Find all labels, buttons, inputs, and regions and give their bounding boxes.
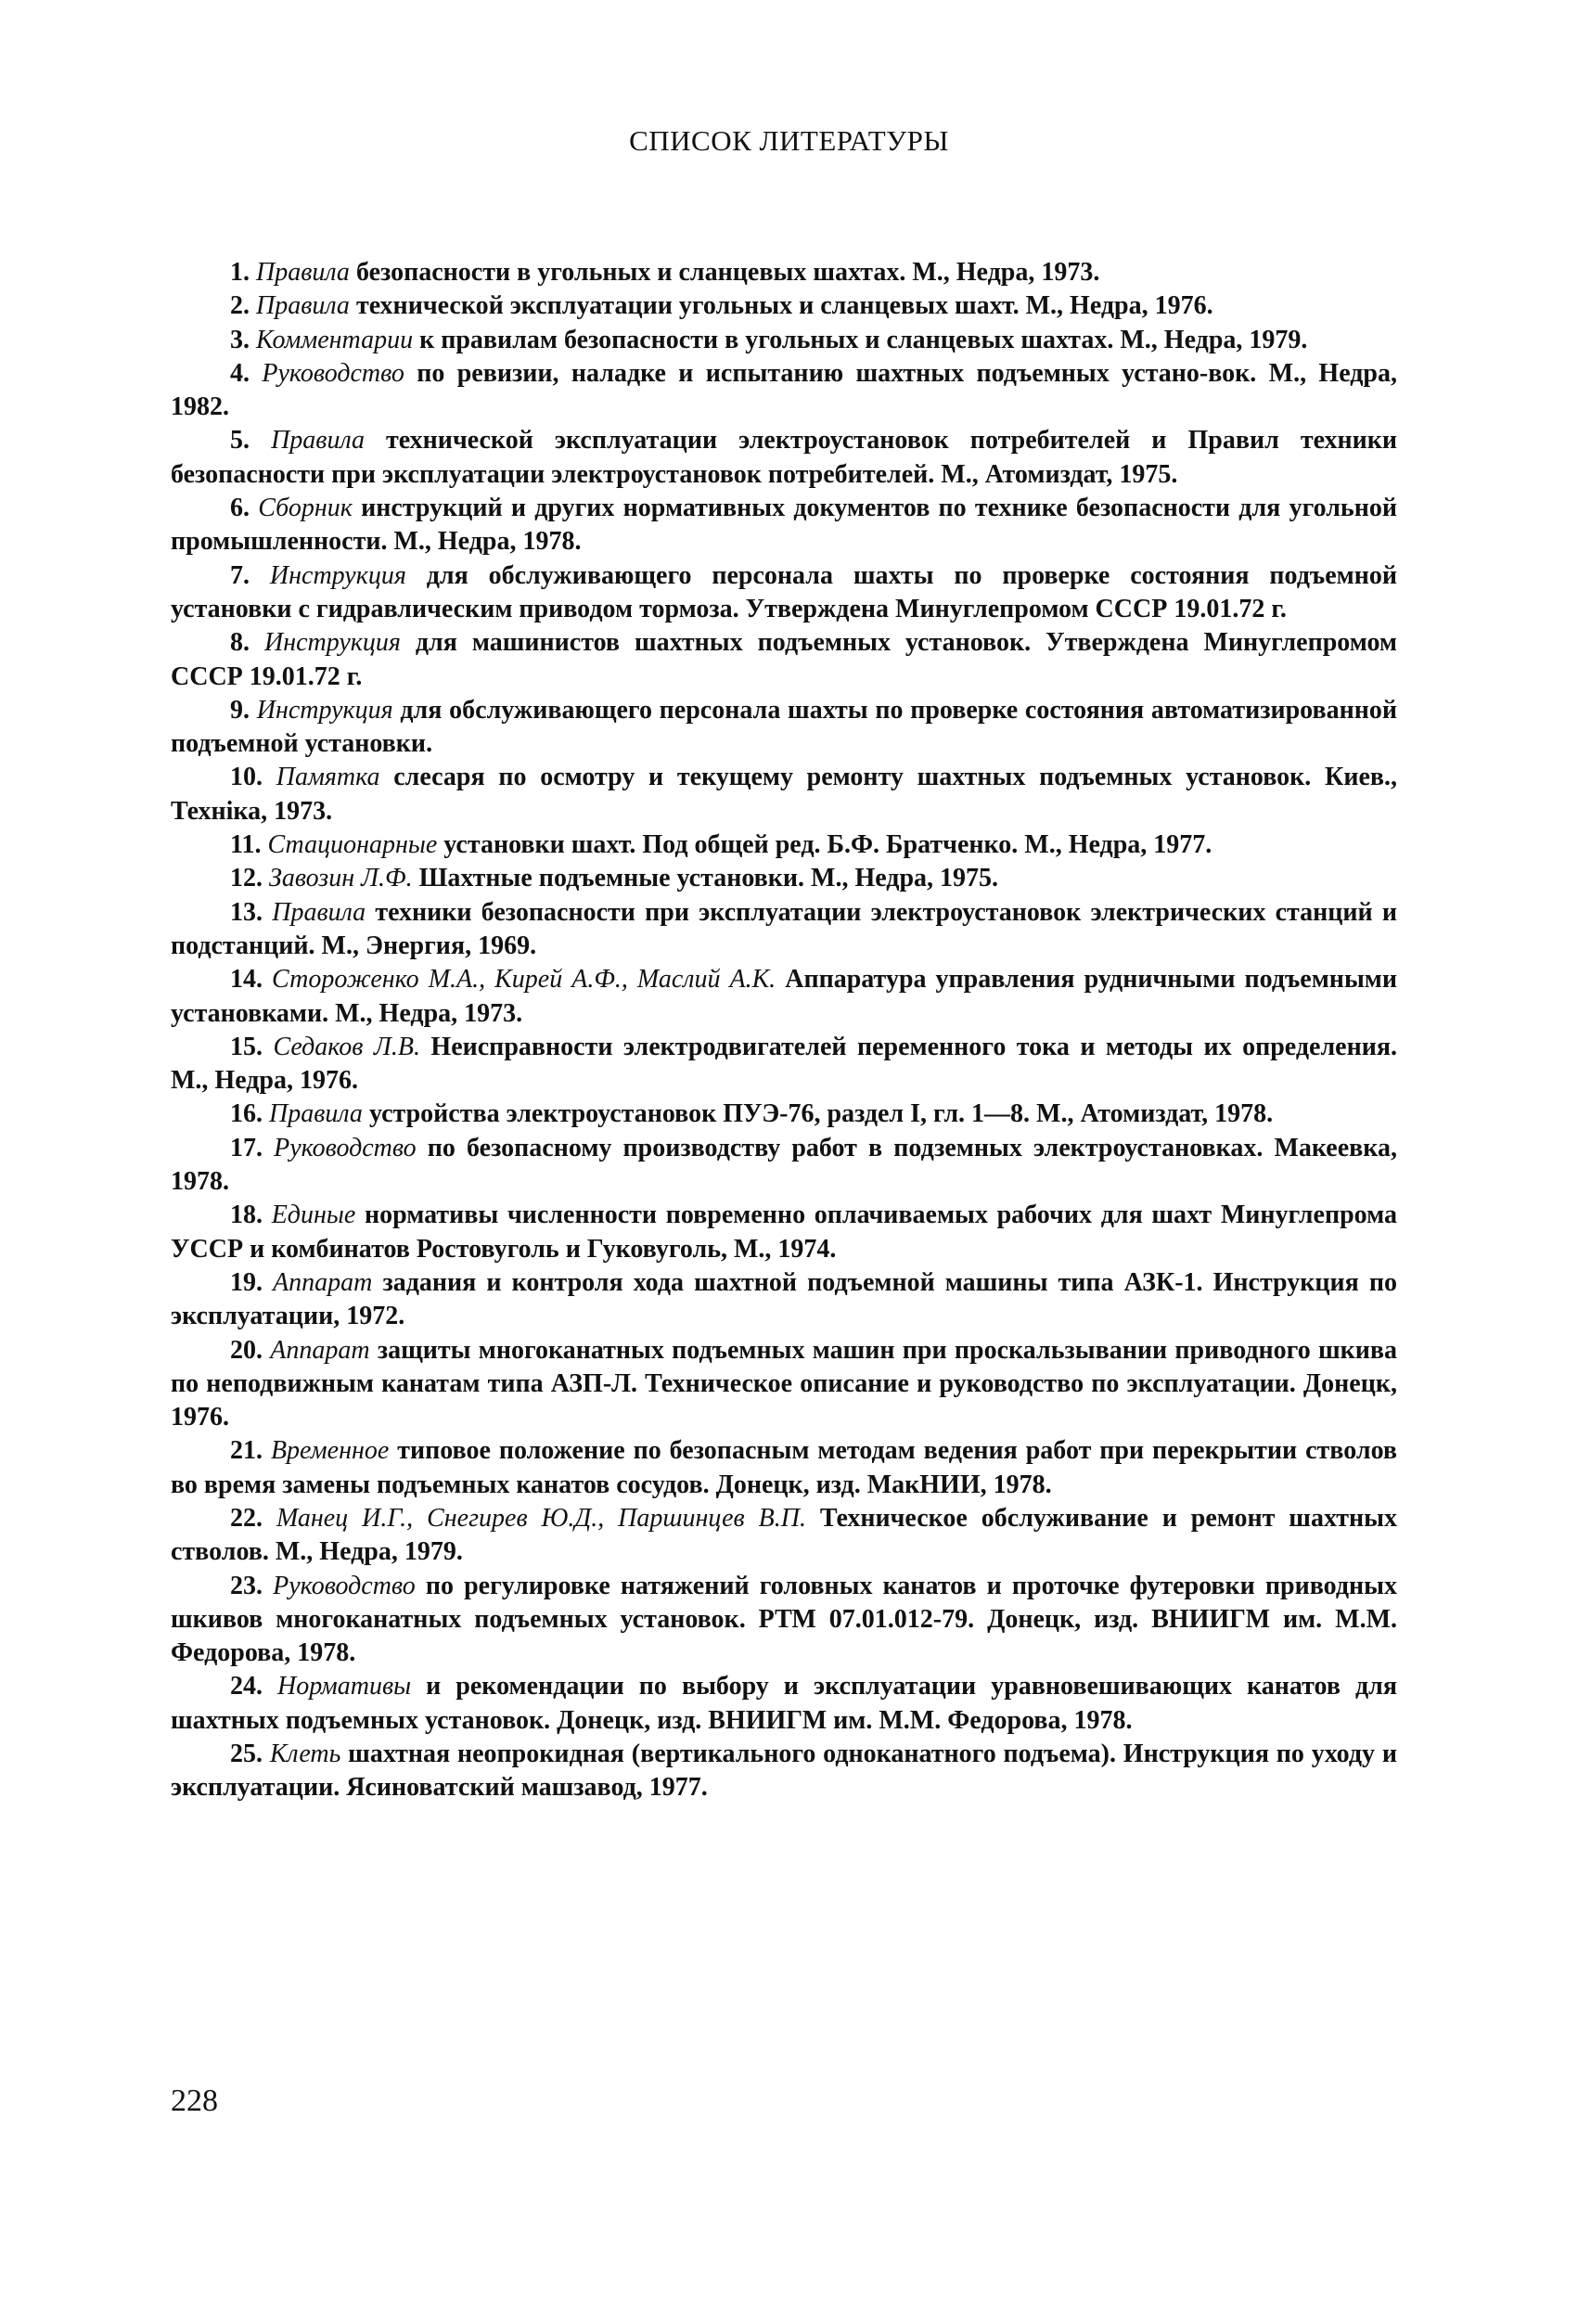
reference-lead: Манец И.Г., Снегирев Ю.Д., Паршинцев В.П.: [276, 1503, 806, 1533]
reference-number: 13.: [230, 897, 263, 927]
reference-text: типовое положение по безопасным методам ведения работ при перекрытии стволов во время замены подъемных канатов сосудов. Донецк, изд. МакНИИ, 1978.: [171, 1436, 1397, 1499]
reference-lead: Клеть: [269, 1740, 341, 1769]
reference-item: [171, 963, 1397, 1031]
reference-number: 2.: [230, 291, 250, 321]
reference-lead: Инструкция: [256, 695, 393, 725]
reference-text: Шахтные подъемные установки. М., Недра, 1975.: [412, 864, 999, 893]
page-number: 228: [171, 2084, 218, 2118]
reference-lead: Правила: [272, 897, 366, 927]
reference-item: [171, 289, 1397, 323]
reference-number: 7.: [230, 560, 250, 590]
reference-number: 3.: [230, 325, 250, 354]
reference-text: технической эксплуатации электроустановок потребителей и Правил техники безопасности при эксплуатации электроустановок потребителей. М., Атомиздат, 1975.: [171, 426, 1397, 489]
reference-text: Техническое обслуживание и ремонт шахтных стволов. М., Недра, 1979.: [171, 1503, 1397, 1567]
reference-lead: Временное: [270, 1436, 390, 1466]
reference-text: по безопасному производству работ в подземных электроустановках. Макеевка, 1978.: [171, 1133, 1397, 1197]
reference-number: 6.: [230, 494, 250, 523]
reference-item: [171, 862, 1397, 895]
reference-text: Неисправности электродвигателей переменного тока и методы их определения. М., Недра, 1976.: [171, 1032, 1398, 1096]
reference-item: [171, 1738, 1397, 1805]
reference-lead: Руководство: [262, 358, 404, 388]
reference-number: 8.: [230, 628, 250, 658]
reference-number: 18.: [230, 1201, 263, 1230]
reference-lead: Руководство: [274, 1133, 417, 1162]
reference-number: 11.: [230, 830, 262, 860]
reference-text: устройства электроустановок ПУЭ-76, раздел I, гл. 1—8. М., Атомиздат, 1978.: [362, 1099, 1274, 1129]
reference-lead: Инструкция: [269, 560, 406, 590]
reference-item: [171, 324, 1397, 357]
reference-text: техники безопасности при эксплуатации электроустановок электрических станций и подстанций. М., Энергия, 1969.: [171, 897, 1397, 960]
reference-item: [171, 357, 1397, 425]
reference-list: [171, 256, 1397, 1805]
reference-text: технической эксплуатации угольных и сланцевых шахт. М., Недра, 1976.: [349, 291, 1213, 321]
reference-lead: Сборник: [258, 494, 353, 523]
reference-item: [171, 694, 1397, 762]
reference-item: [171, 1434, 1397, 1502]
reference-text: защиты многоканатных подъемных машин при проскальзывании приводного шкива по неподвижным канатам типа АЗП-Л. Техническое описание и руководство по эксплуатации. Донецк, 1976.: [171, 1335, 1397, 1432]
reference-lead: Инструкция: [263, 628, 401, 658]
reference-text: по ревизии, наладке и испытанию шахтных подъемных устано-вок. М., Недра, 1982.: [171, 358, 1397, 422]
reference-lead: Единые: [271, 1201, 356, 1230]
reference-text: для машинистов шахтных подъемных установок. Утверждена Минуглепромом СССР 19.01.72 г.: [171, 628, 1397, 691]
reference-number: 15.: [230, 1032, 263, 1061]
reference-number: 10.: [230, 763, 263, 792]
reference-text: к правилам безопасности в угольных и сланцевых шахтах. М., Недра, 1979.: [413, 325, 1308, 354]
reference-item: [171, 1098, 1397, 1131]
reference-lead: Правила: [269, 1099, 363, 1129]
reference-lead: Аппарат: [270, 1335, 370, 1365]
reference-text: и рекомендации по выбору и эксплуатации уравновешивающих канатов для шахтных подъемных установок. Донецк, изд. ВНИИГМ им. М.М. Федорова, 1978.: [171, 1672, 1398, 1735]
reference-item: [171, 559, 1397, 627]
reference-text: нормативы численности повременно оплачиваемых рабочих для шахт Минуглепрома УССР и комбинатов Ростовуголь и Гуковуголь, М., 1974.: [171, 1201, 1397, 1264]
reference-item: [171, 1031, 1397, 1098]
reference-lead: Памятка: [276, 763, 380, 792]
reference-item: [171, 1570, 1397, 1671]
reference-lead: Седаков Л.В.: [273, 1032, 420, 1061]
reference-text: по регулировке натяжений головных канатов и проточке футеровки приводных шкивов многоканатных подъемных установок. РТМ 07.01.012-79. Донецк, изд. ВНИИГМ им. М.М. Федорова, 1978.: [171, 1571, 1398, 1668]
reference-lead: Стационарные: [267, 830, 438, 860]
reference-item: [171, 1334, 1397, 1435]
reference-text: задания и контроля хода шахтной подъемной машины типа АЗК-1. Инструкция по эксплуатации, 1972.: [171, 1267, 1397, 1331]
reference-number: 5.: [230, 426, 250, 456]
reference-item: [171, 896, 1397, 964]
reference-text: слесаря по осмотру и текущему ремонту шахтных подъемных установок. Киев., Технiка, 1973.: [171, 763, 1397, 826]
reference-item: [171, 424, 1397, 492]
reference-number: 16.: [230, 1099, 263, 1129]
reference-number: 23.: [230, 1571, 263, 1600]
reference-lead: Стороженко М.А., Кирей А.Ф., Маслий А.К.: [272, 965, 776, 995]
reference-number: 9.: [230, 695, 250, 725]
reference-text: Аппаратура управления рудничными подъемными установками. М., Недра, 1973.: [171, 965, 1398, 1028]
reference-text: безопасности в угольных и сланцевых шахтах. М., Недра, 1973.: [349, 258, 1100, 287]
reference-number: 21.: [230, 1436, 263, 1466]
reference-item: [171, 1132, 1397, 1200]
reference-item: [171, 492, 1397, 559]
reference-lead: Комментарии: [256, 325, 414, 354]
reference-number: 1.: [230, 258, 250, 287]
reference-number: 19.: [230, 1267, 263, 1297]
reference-item: [171, 1199, 1397, 1266]
reference-item: [171, 256, 1397, 289]
reference-item: [171, 626, 1397, 694]
reference-item: [171, 1670, 1397, 1738]
reference-item: [171, 828, 1397, 862]
reference-number: 24.: [230, 1672, 263, 1701]
reference-text: для обслуживающего персонала шахты по проверке состояния подъемной установки с гидравлическим приводом тормоза. Утверждена Минуглепромом СССР 19.01.72 г.: [171, 560, 1398, 623]
reference-number: 12.: [230, 864, 263, 893]
reference-item: [171, 761, 1397, 828]
reference-lead: Завозин Л.Ф.: [269, 864, 413, 893]
reference-lead: Аппарат: [273, 1267, 373, 1297]
reference-item: [171, 1266, 1397, 1334]
reference-number: 20.: [230, 1335, 263, 1365]
reference-text: шахтная неопрокидная (вертикального одноканатного подъема). Инструкция по уходу и эксплуатации. Ясиноватский машзавод, 1977.: [171, 1740, 1397, 1803]
reference-lead: Нормативы: [277, 1672, 412, 1701]
page-title: СПИСОК ЛИТЕРАТУРЫ: [629, 124, 949, 157]
reference-lead: Правила: [271, 426, 365, 456]
reference-lead: Правила: [256, 258, 350, 287]
reference-number: 22.: [230, 1503, 263, 1533]
reference-item: [171, 1502, 1397, 1570]
reference-number: 4.: [230, 358, 250, 388]
reference-number: 17.: [230, 1133, 263, 1162]
reference-number: 25.: [230, 1740, 263, 1769]
reference-lead: Правила: [256, 291, 350, 321]
reference-lead: Руководство: [273, 1571, 416, 1600]
reference-number: 14.: [230, 965, 263, 995]
reference-text: инструкций и других нормативных документов по технике безопасности для угольной промышленности. М., Недра, 1978.: [171, 494, 1398, 557]
reference-text: для обслуживающего персонала шахты по проверке состояния автоматизированной подъемной установки.: [171, 695, 1398, 759]
reference-text: установки шахт. Под общей ред. Б.Ф. Братченко. М., Недра, 1977.: [437, 830, 1212, 860]
